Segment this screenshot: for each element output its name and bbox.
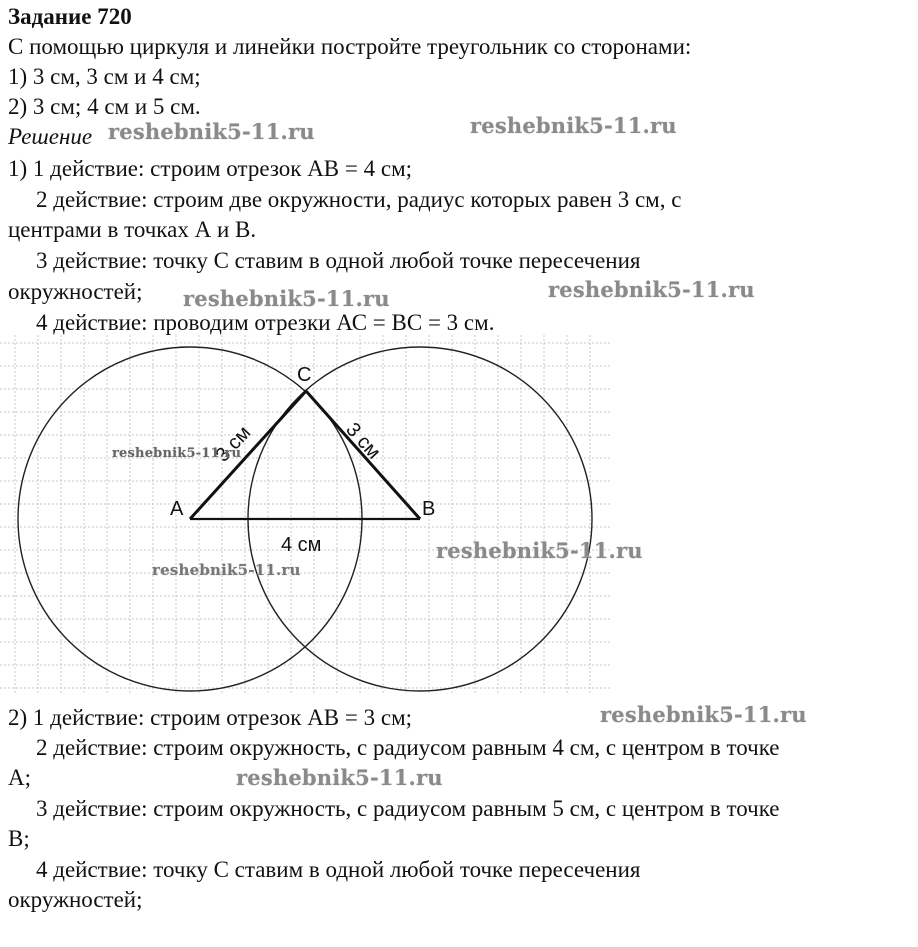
- part2-step3a: 3 действие: строим окружность, с радиусом равным 5 см, с центром в точке: [36, 796, 780, 821]
- watermark: reshebnik5-11.ru: [548, 277, 755, 302]
- watermark: reshebnik5-11.ru: [152, 561, 301, 579]
- task-statement: С помощью циркуля и линейки постройте треугольник со сторонами:: [8, 34, 692, 59]
- label-point-b: B: [422, 498, 436, 520]
- label-side-bc: 3 см: [341, 418, 385, 464]
- part2-step1: 2) 1 действие: строим отрезок АВ = 3 см;: [8, 705, 413, 730]
- solution-heading: Решение: [8, 124, 93, 149]
- watermark: reshebnik5-11.ru: [436, 538, 643, 563]
- label-side-ac: 3 см: [211, 421, 256, 467]
- task-item-2: 2) 3 см; 4 см и 5 см.: [8, 94, 201, 119]
- part2-step3b: В;: [8, 826, 30, 851]
- part1-step2b: центрами в точках А и В.: [8, 217, 257, 242]
- watermark: reshebnik5-11.ru: [108, 119, 315, 144]
- part1-step3a: 3 действие: точку С ставим в одной любой точке пересечения: [36, 248, 641, 273]
- grid: [0, 335, 610, 695]
- watermark: reshebnik5-11.ru: [470, 113, 677, 138]
- task-item-1: 1) 3 см, 3 см и 4 см;: [8, 64, 201, 89]
- label-point-a: A: [170, 498, 184, 520]
- part2-step4a: 4 действие: точку С ставим в одной любой точке пересечения: [36, 857, 641, 882]
- watermark: reshebnik5-11.ru: [600, 702, 807, 727]
- watermark: reshebnik5-11.ru: [236, 765, 443, 790]
- part1-step1: 1) 1 действие: строим отрезок АВ = 4 см;: [8, 156, 413, 181]
- watermark: reshebnik5-11.ru: [183, 286, 390, 311]
- task-title: Задание 720: [8, 4, 132, 29]
- part2-step2a: 2 действие: строим окружность, с радиусом равным 4 см, с центром в точке: [36, 735, 780, 760]
- label-side-ab: 4 см: [281, 534, 322, 556]
- label-point-c: C: [297, 364, 312, 386]
- part1-step4: 4 действие: проводим отрезки АС = ВС = 3 см.: [36, 310, 495, 335]
- construction-figure: [0, 335, 610, 695]
- part1-step3b: окружностей;: [8, 279, 143, 304]
- watermark: reshebnik5-11.ru: [112, 446, 242, 461]
- part2-step4b: окружностей;: [8, 887, 143, 912]
- part1-step2a: 2 действие: строим две окружности, радиус которых равен 3 см, с: [36, 187, 682, 212]
- part2-step2b: А;: [8, 765, 31, 790]
